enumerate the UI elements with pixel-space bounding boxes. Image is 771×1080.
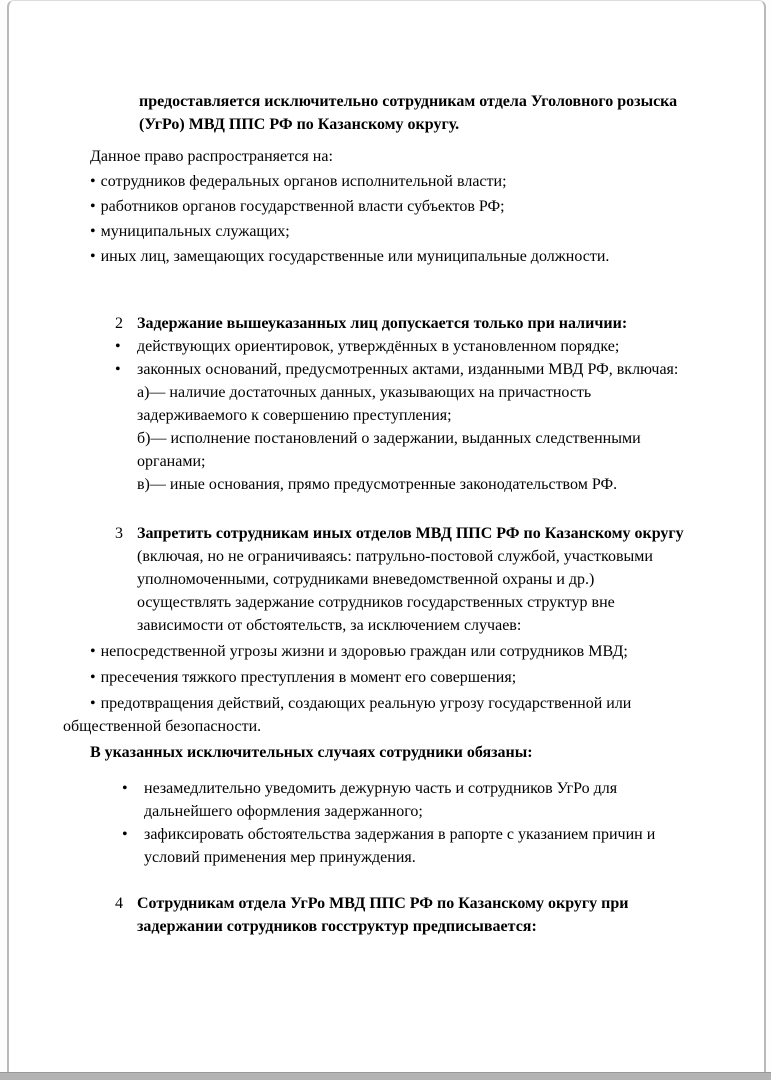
list-item-text: действующих ориентировок, утверждённых в установленном порядке; [137, 338, 620, 355]
bullet-item [63, 245, 688, 268]
obligations-list [122, 777, 684, 869]
bullet-glyph: • [90, 223, 96, 240]
sub-item: а)— наличие достаточных данных, указывающих на причастность задерживаемого к совершению преступления; [137, 384, 592, 424]
bullet-text: муниципальных служащих; [100, 223, 290, 240]
list-item-text: незамедлительно уведомить дежурную часть и сотрудников УгРо для дальнейшего оформления задержанного; [144, 780, 618, 820]
item3-heading [137, 522, 692, 637]
bullet-glyph: • [90, 198, 96, 215]
bullet-glyph: • [90, 643, 96, 660]
item4-heading: Сотрудникам отдела УгРо МВД ППС РФ по Казанскому округу при задержании сотрудников госструктур предписывается: [137, 895, 629, 935]
bullet-text: иных лиц, замещающих государственные или муниципальные должности. [100, 248, 610, 265]
list-item-text: законных оснований, предусмотренных актами, изданными МВД РФ, включая: [137, 361, 679, 378]
numbered-item-2 [115, 312, 692, 496]
bullet-glyph: • [115, 338, 121, 355]
list-item-text: зафиксировать обстоятельства задержания в рапорте с указанием причин и условий применения мер принуждения. [144, 826, 656, 866]
item-number: 4 [115, 895, 123, 912]
bullet-text: работников органов государственной власти субъектов РФ; [100, 198, 505, 215]
document-page [7, 0, 766, 1072]
item3-heading-rest: (включая, но не ограничиваясь: патрульно-постовой службой, участковыми уполномоченными, сотрудниками вневедомственной охраны и др.) осуществлять задержание сотрудников государственных структур вне зависимости от обстоятельств, за исключением случаев: [137, 548, 653, 634]
list-item [115, 358, 692, 496]
bullet-glyph: • [90, 669, 96, 686]
bullet-text: пресечения тяжкого преступления в момент его совершения; [100, 669, 517, 686]
numbered-item-4 [115, 892, 692, 938]
item-number: 2 [115, 315, 123, 332]
list-item [122, 777, 684, 823]
bullet-item [63, 640, 688, 663]
bullet-glyph: • [90, 695, 96, 712]
bullet-item [63, 195, 688, 218]
intro-heading: предоставляется исключительно сотрудникам отдела Уголовного розыска (УгРо) МВД ППС РФ по Казанскому округу. [139, 93, 678, 133]
bullet-glyph: • [90, 248, 96, 265]
bullet-item [63, 170, 688, 193]
sub-item: в)— иные основания, прямо предусмотренные законодательством РФ. [137, 476, 618, 493]
item3-heading-bold: Запретить сотрудникам иных отделов МВД ППС РФ по Казанскому округу [137, 525, 684, 542]
bullet-item [63, 666, 688, 689]
bullet-text: непосредственной угрозы жизни и здоровью граждан или сотрудников МВД; [100, 643, 628, 660]
list-item [115, 335, 692, 358]
document-content [9, 1, 688, 938]
bullet-text: сотрудников федеральных органов исполнительной власти; [100, 173, 507, 190]
bullet-glyph: • [122, 826, 128, 843]
sub-item: б)— исполнение постановлений о задержании, выданных следственными органами; [137, 430, 641, 470]
page-bottom-edge [0, 1072, 771, 1080]
bullet-item [63, 220, 688, 243]
obligations-heading: В указанных исключительных случаях сотрудники обязаны: [90, 744, 533, 761]
bullet-glyph: • [122, 780, 128, 797]
bullet-item [63, 692, 688, 738]
bullet-text: предотвращения действий, создающих реальную угрозу государственной или общественной безопасности. [63, 695, 632, 735]
numbered-item-3 [115, 522, 692, 637]
item2-heading: Задержание вышеуказанных лиц допускается только при наличии: [137, 315, 628, 332]
bullet-glyph: • [90, 173, 96, 190]
item-number: 3 [115, 525, 123, 542]
list-item [122, 823, 684, 869]
intro-lead: Данное право распространяется на: [90, 148, 333, 165]
item3-exception-list [63, 640, 688, 738]
bullet-glyph: • [115, 361, 121, 378]
